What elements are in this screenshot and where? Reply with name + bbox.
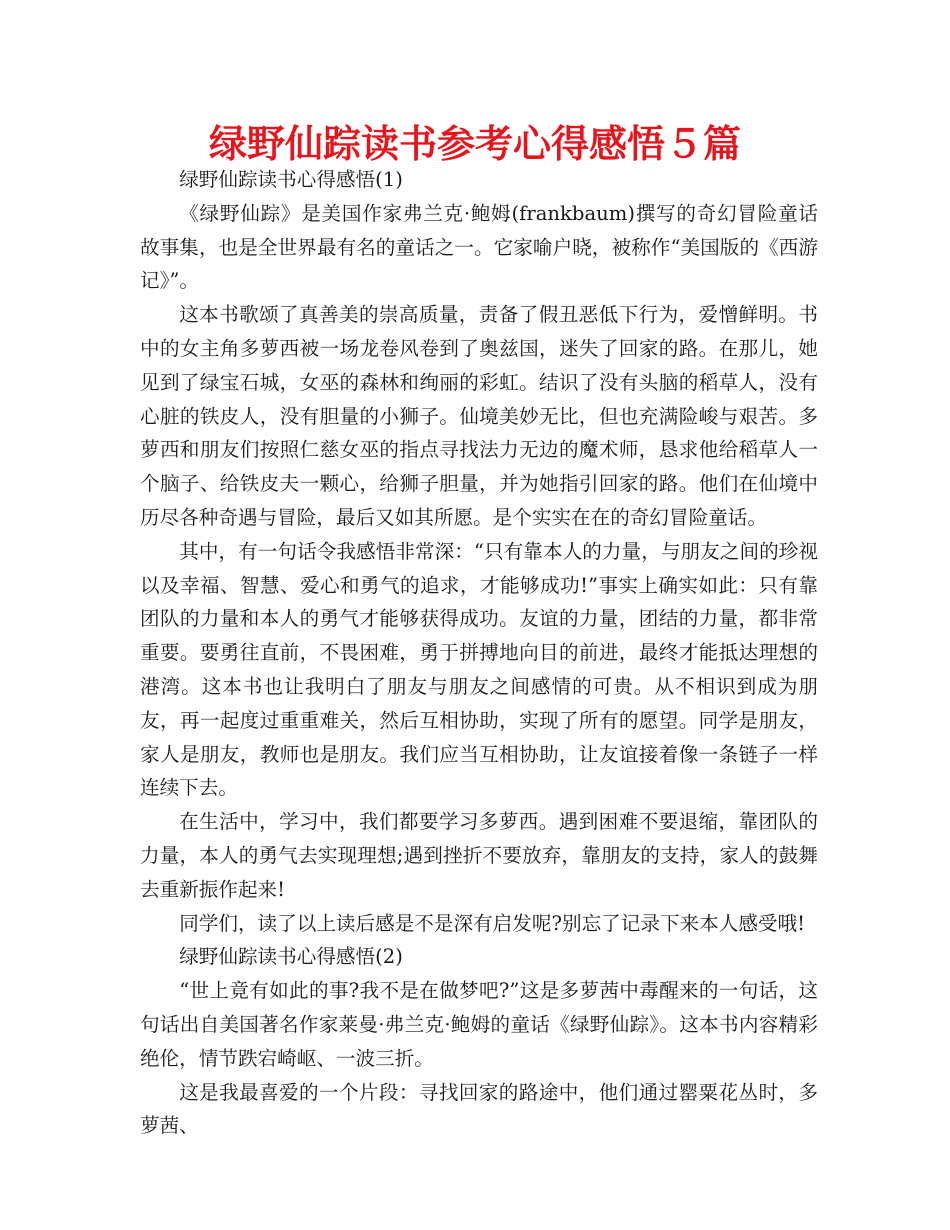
paragraph: “世上竟有如此的事?我不是在做梦吧?”这是多萝茜中毒醒来的一句话，这句话出自美国著名作家莱曼·弗兰克·鲍姆的童话《绿野仙踪》。这本书内容精彩绝伦，情节跌宕崎岖、一波三折。 xyxy=(140,979,818,1070)
paragraph: 这本书歌颂了真善美的崇高质量，责备了假丑恶低下行为，爱憎鲜明。书中的女主角多萝西被一场龙卷风卷到了奥兹国，迷失了回家的路。在那儿，她见到了绿宝石城，女巫的森林和绚丽的彩虹。结识了没有头脑的稻草人，没有心脏的铁皮人，没有胆量的小狮子。仙境美妙无比，但也充满险峻与艰苦。多萝西和朋友们按照仁慈女巫的指点寻找法力无边的魔术师，恳求他给稻草人一个脑子、给铁皮夫一颗心，给狮子胆量，并为她指引回家的路。他们在仙境中历尽各种奇遇与冒险，最后又如其所愿。是个实实在在的奇幻冒险童话。 xyxy=(140,303,818,529)
paragraph: 同学们，读了以上读后感是不是深有启发呢?别忘了记录下来本人感受哦! xyxy=(179,911,805,935)
document-body xyxy=(140,163,818,1143)
paragraph: 在生活中，学习中，我们都要学习多萝西。遇到困难不要退缩，靠团队的力量，本人的勇气去实现理想;遇到挫折不要放弃，靠朋友的支持，家人的鼓舞去重新振作起来! xyxy=(140,810,818,901)
document-title: 绿野仙踪读书参考心得感悟５篇 xyxy=(208,122,741,166)
section-heading: 绿野仙踪读书心得感悟(2) xyxy=(179,945,403,969)
paragraph: 《绿野仙踪》是美国作家弗兰克·鲍姆(frankbaum)撰写的奇幻冒险童话故事集，也是全世界最有名的童话之一。它家喻户晓，被称作“美国版的《西游记》”。 xyxy=(140,201,818,293)
paragraph: 这是我最喜爱的一个片段：寻找回家的路途中，他们通过罂粟花丛时，多萝茜、 xyxy=(140,1080,818,1138)
section-heading: 绿野仙踪读书心得感悟(1) xyxy=(179,168,403,191)
paragraph: 其中，有一句话令我感悟非常深：“只有靠本人的力量，与朋友之间的珍视以及幸福、智慧、爱心和勇气的追求，才能够成功!”事实上确实如此：只有靠团队的力量和本人的勇气才能够获得成功。友谊的力量，团结的力量，都非常重要。要勇往直前，不畏困难，勇于拼搏地向目的前进，最终才能抵达理想的港湾。这本书也让我明白了朋友与朋友之间感情的可贵。从不相识到成为朋友，再一起度过重重难关，然后互相协助，实现了所有的愿望。同学是朋友，家人是朋友，教师也是朋友。我们应当互相协助，让友谊接着像一条链子一样连续下去。 xyxy=(140,539,818,800)
